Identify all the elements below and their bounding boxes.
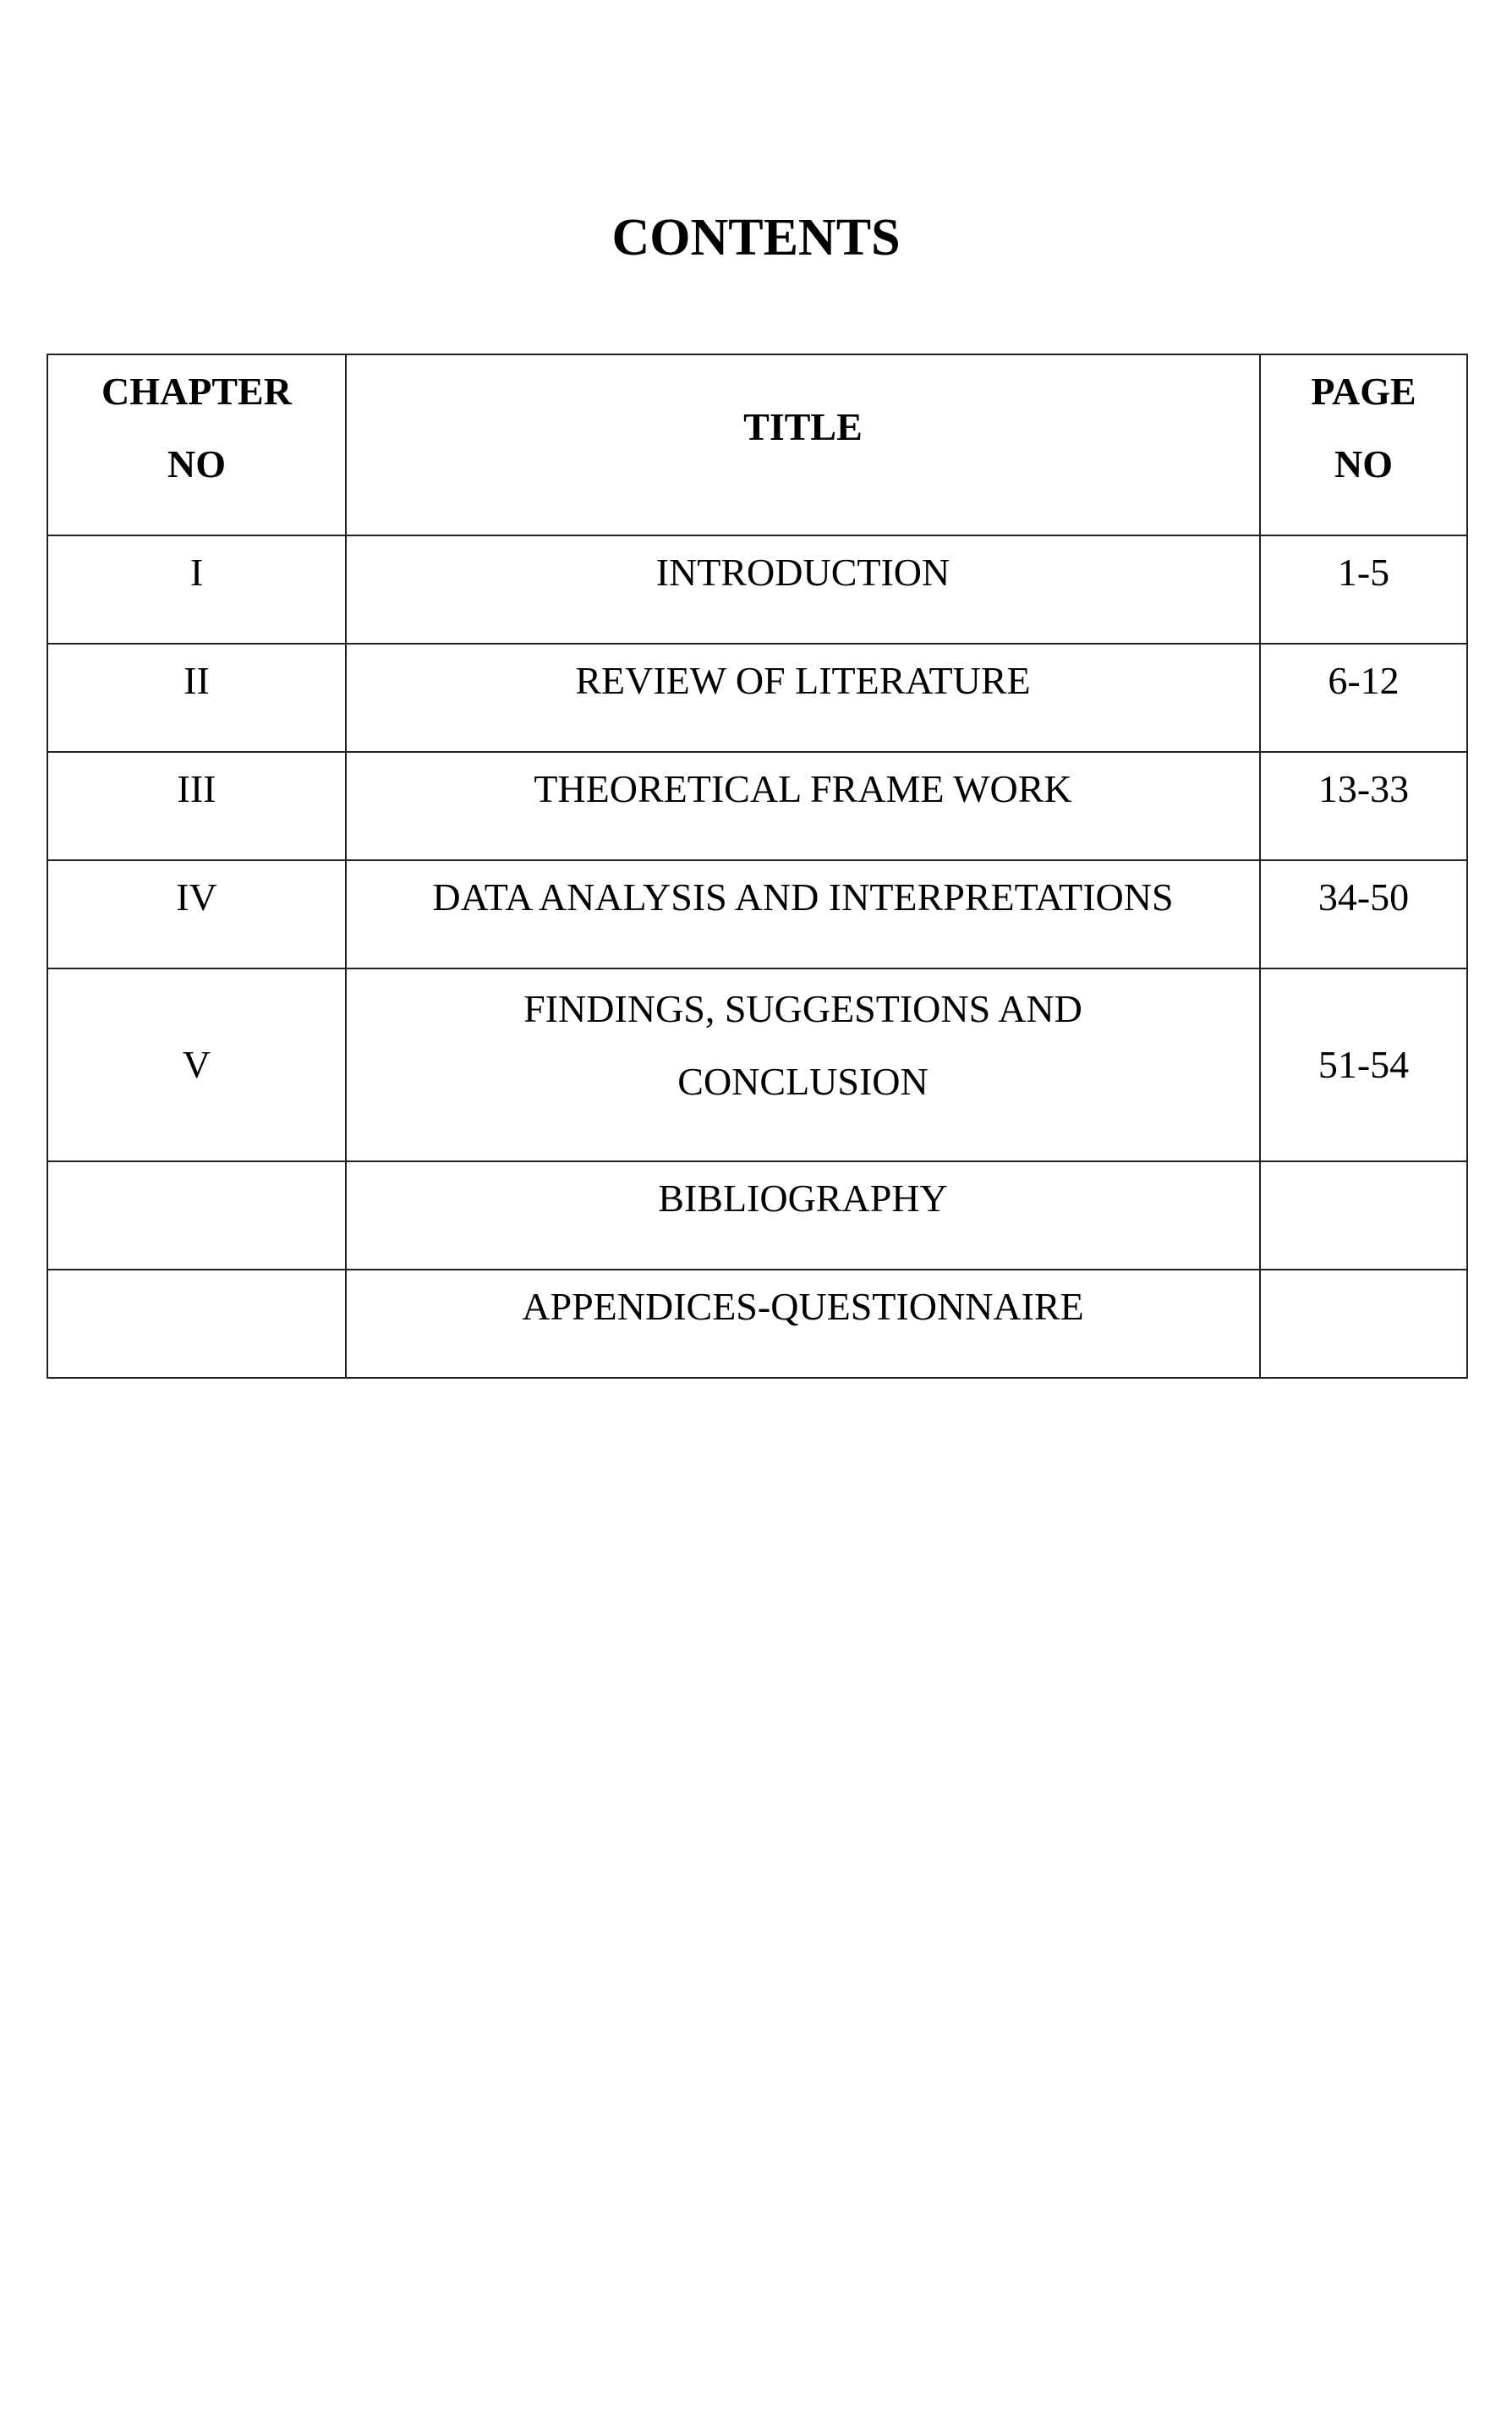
page-cell: 34-50 xyxy=(1260,860,1467,968)
title-cell: INTRODUCTION xyxy=(346,535,1260,644)
header-page-line2: NO xyxy=(1334,442,1393,486)
table-row xyxy=(47,860,1467,968)
title-cell: DATA ANALYSIS AND INTERPRETATIONS xyxy=(346,860,1260,968)
chapter-cell xyxy=(47,1161,346,1270)
chapter-cell: III xyxy=(47,752,346,860)
chapter-cell: I xyxy=(47,535,346,644)
table-row xyxy=(47,535,1467,644)
title-cell: THEORETICAL FRAME WORK xyxy=(346,752,1260,860)
title-cell: BIBLIOGRAPHY xyxy=(346,1161,1260,1270)
header-chapter-no xyxy=(47,354,346,535)
chapter-cell: II xyxy=(47,644,346,752)
page-cell: 1-5 xyxy=(1260,535,1467,644)
page-cell: 6-12 xyxy=(1260,644,1467,752)
chapter-cell: IV xyxy=(47,860,346,968)
header-chapter-line2: NO xyxy=(167,442,226,486)
contents-table xyxy=(47,354,1468,1379)
title-line2: CONCLUSION xyxy=(677,1060,929,1103)
header-title-label: TITLE xyxy=(743,405,863,448)
header-chapter-line1: CHAPTER xyxy=(101,370,292,413)
page-cell: 13-33 xyxy=(1260,752,1467,860)
title-cell xyxy=(346,968,1260,1161)
table-row xyxy=(47,1270,1467,1378)
chapter-cell: V xyxy=(47,968,346,1161)
title-line1: FINDINGS, SUGGESTIONS AND xyxy=(523,987,1082,1030)
title-cell: APPENDICES-QUESTIONNAIRE xyxy=(346,1270,1260,1378)
chapter-cell xyxy=(47,1270,346,1378)
page-cell xyxy=(1260,1270,1467,1378)
page-cell: 51-54 xyxy=(1260,968,1467,1161)
page-cell xyxy=(1260,1161,1467,1270)
page-title: CONTENTS xyxy=(611,209,901,266)
header-page-line1: PAGE xyxy=(1311,370,1416,413)
table-row xyxy=(47,752,1467,860)
table-header-row xyxy=(47,354,1467,535)
title-cell: REVIEW OF LITERATURE xyxy=(346,644,1260,752)
header-title xyxy=(346,354,1260,535)
table-row xyxy=(47,1161,1467,1270)
header-page-no xyxy=(1260,354,1467,535)
table-row xyxy=(47,644,1467,752)
table-row xyxy=(47,968,1467,1161)
